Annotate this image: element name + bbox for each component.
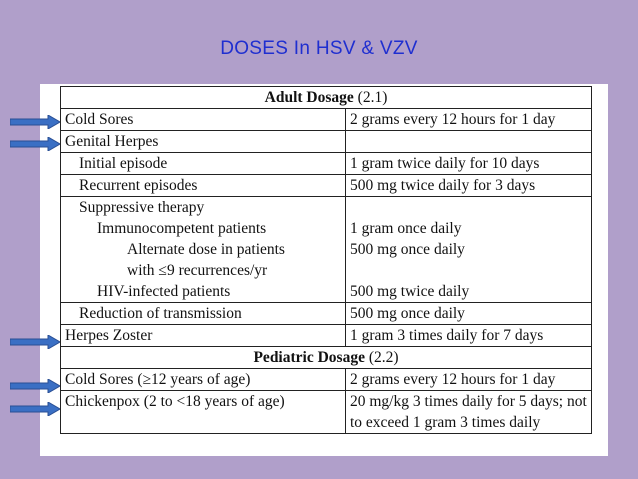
- table-row: [61, 197, 592, 303]
- adult-header-row: [61, 87, 592, 109]
- chickenpox-label: Chickenpox (2 to <18 years of age): [61, 391, 346, 434]
- slide-title: DOSES In HSV & VZV: [220, 38, 418, 59]
- arrow-right-icon: [10, 335, 60, 349]
- alternate-dose-label-1: Alternate dose in patients: [127, 241, 285, 258]
- alternate-dose: 500 mg once daily: [350, 241, 465, 258]
- herpes-zoster-dose: 1 gram 3 times daily for 7 days: [346, 325, 592, 347]
- initial-episode-dose: 1 gram twice daily for 10 days: [346, 153, 592, 175]
- genital-herpes-label: Genital Herpes: [61, 131, 346, 153]
- immunocompetent-label: Immunocompetent patients: [97, 220, 267, 237]
- recurrent-episodes-label: Recurrent episodes: [61, 175, 346, 197]
- table-row: [61, 303, 592, 325]
- immunocompetent-dose: 1 gram once daily: [350, 220, 462, 237]
- reduction-label: Reduction of transmission: [61, 303, 346, 325]
- pediatric-header-title: Pediatric Dosage: [253, 349, 365, 366]
- reduction-dose: 500 mg once daily: [346, 303, 592, 325]
- pediatric-header-row: [61, 347, 592, 369]
- recurrent-episodes-dose: 500 mg twice daily for 3 days: [346, 175, 592, 197]
- cold-sores-label: Cold Sores: [61, 109, 346, 131]
- ped-cold-sores-label: Cold Sores (≥12 years of age): [61, 369, 346, 391]
- ped-cold-sores-dose: 2 grams every 12 hours for 1 day: [346, 369, 592, 391]
- cold-sores-dose: 2 grams every 12 hours for 1 day: [346, 109, 592, 131]
- table-row: [61, 131, 592, 153]
- hiv-infected-label: HIV-infected patients: [97, 283, 231, 300]
- adult-header: [61, 87, 592, 109]
- herpes-zoster-label: Herpes Zoster: [61, 325, 346, 347]
- pediatric-header: [61, 347, 592, 369]
- arrow-right-icon: [10, 379, 60, 393]
- genital-herpes-dose: [346, 131, 592, 153]
- table-row: [61, 153, 592, 175]
- arrow-right-icon: [10, 402, 60, 416]
- table-row: [61, 391, 592, 434]
- adult-header-ref: (2.1): [353, 89, 388, 106]
- dosage-table: [60, 86, 592, 434]
- initial-episode-label: Initial episode: [61, 153, 346, 175]
- table-row: [61, 109, 592, 131]
- table-row: [61, 175, 592, 197]
- arrow-right-icon: [10, 115, 60, 129]
- adult-header-title: Adult Dosage: [264, 89, 354, 106]
- suppressive-doses-cell: [346, 197, 592, 303]
- table-row: [61, 369, 592, 391]
- suppressive-label: Suppressive therapy: [79, 199, 205, 216]
- suppressive-therapy-cell: [61, 197, 346, 303]
- chickenpox-dose: 20 mg/kg 3 times daily for 5 days; not to exceed 1 gram 3 times daily: [346, 391, 592, 434]
- hiv-infected-dose: 500 mg twice daily: [350, 283, 470, 300]
- alternate-dose-label-2: with ≤9 recurrences/yr: [127, 262, 268, 279]
- table-row: [61, 325, 592, 347]
- pediatric-header-ref: (2.2): [364, 349, 399, 366]
- arrow-right-icon: [10, 137, 60, 151]
